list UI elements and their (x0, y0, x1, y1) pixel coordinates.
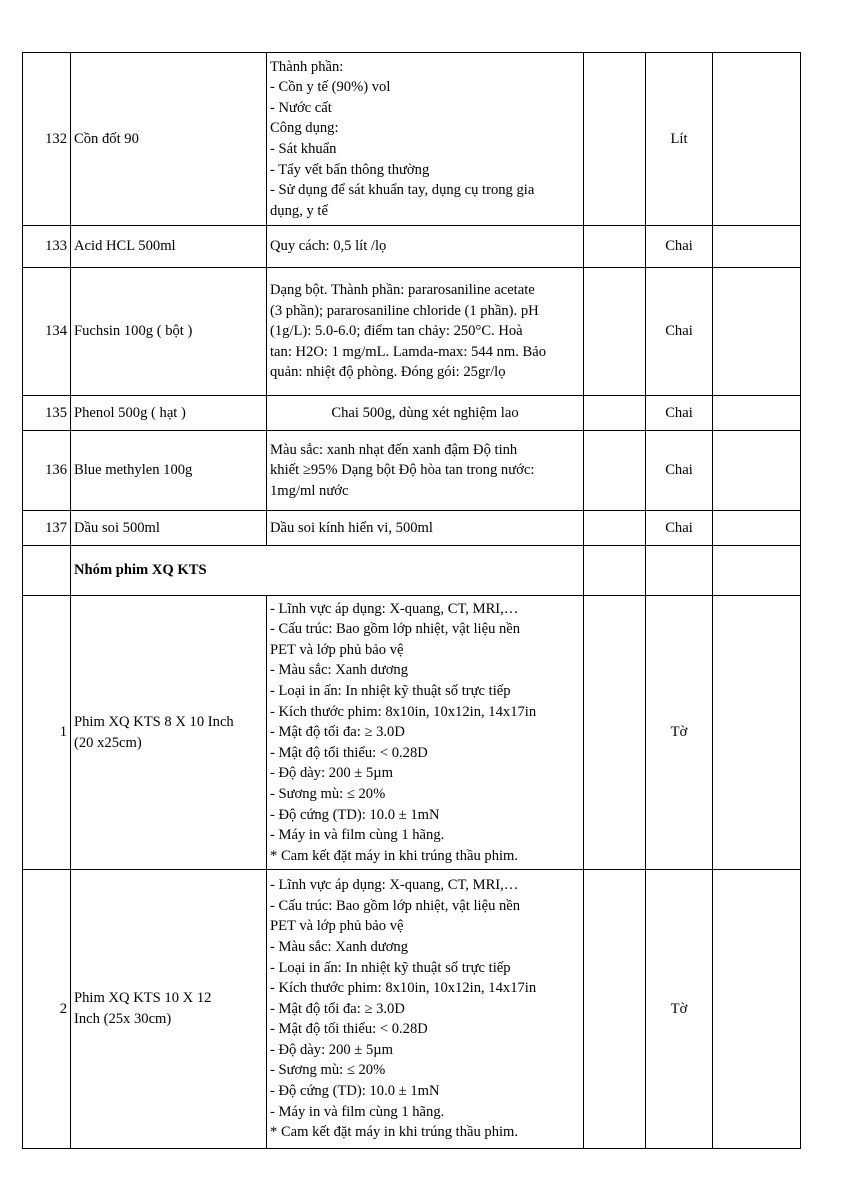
item-description (267, 596, 584, 870)
item-description (267, 511, 584, 546)
description-line: * Cam kết đặt máy in khi trúng thầu phim. (270, 847, 519, 864)
item-unit: Tờ (646, 596, 713, 870)
description-line: Công dụng: (270, 120, 339, 137)
item-number: 2 (23, 870, 71, 1149)
description-line: - Nước cất (270, 99, 332, 116)
item-description (267, 268, 584, 396)
table-row (23, 53, 801, 226)
description-line: Dạng bột. Thành phần: pararosaniline acetate (270, 282, 535, 299)
table-row (23, 268, 801, 396)
item-name-line: Phim XQ KTS 8 X 10 Inch (74, 713, 234, 730)
blank-cell (713, 546, 801, 596)
description-line: (1g/L): 5.0-6.0; điểm tan chảy: 250°C. Hoà (270, 323, 523, 340)
description-line: Màu sắc: xanh nhạt đến xanh đậm Độ tinh (270, 441, 518, 458)
item-description (267, 431, 584, 511)
description-line: Thành phần: (270, 58, 344, 75)
item-name-line: Phim XQ KTS 10 X 12 (74, 990, 212, 1007)
blank-cell (584, 431, 646, 511)
description-line: Chai 500g, dùng xét nghiệm lao (331, 404, 519, 421)
blank-cell (584, 546, 646, 596)
item-name (71, 596, 267, 870)
description-line: PET và lớp phủ bảo vệ (270, 641, 404, 658)
blank-cell (584, 511, 646, 546)
table-row (23, 226, 801, 268)
blank-cell (584, 596, 646, 870)
blank-cell (713, 396, 801, 431)
blank-cell (584, 53, 646, 226)
description-line: PET và lớp phủ bảo vệ (270, 918, 404, 935)
item-number: 136 (23, 431, 71, 511)
blank-cell (713, 596, 801, 870)
description-line: khiết ≥95% Dạng bột Độ hòa tan trong nước: (270, 462, 535, 479)
description-line: - Máy in và film cùng 1 hãng. (270, 827, 445, 844)
description-line: - Lĩnh vực áp dụng: X-quang, CT, MRI,… (270, 600, 519, 617)
item-unit: Chai (646, 511, 713, 546)
description-line: - Kích thước phim: 8x10in, 10x12in, 14x17in (270, 703, 537, 720)
item-number: 1 (23, 596, 71, 870)
table-row (23, 396, 801, 431)
table-row (23, 511, 801, 546)
description-line: quản: nhiệt độ phòng. Đóng gói: 25gr/lọ (270, 364, 506, 381)
blank-cell (713, 431, 801, 511)
description-line: - Độ dày: 200 ± 5µm (270, 765, 394, 782)
description-line: - Loại in ấn: In nhiệt kỹ thuật số trực tiếp (270, 959, 511, 976)
item-name: Acid HCL 500ml (71, 226, 267, 268)
description-line: (3 phần); pararosaniline chloride (1 phần). pH (270, 302, 539, 319)
item-description (267, 396, 584, 431)
description-line: - Kích thước phim: 8x10in, 10x12in, 14x17in (270, 980, 537, 997)
description-line: - Mật độ tối thiểu: < 0.28D (270, 744, 428, 761)
table-row (23, 596, 801, 870)
table-row (23, 870, 801, 1149)
blank-cell (646, 546, 713, 596)
group-title: Nhóm phim XQ KTS (71, 546, 584, 596)
item-unit: Tờ (646, 870, 713, 1149)
item-name: Cồn đốt 90 (71, 53, 267, 226)
description-line: - Mật độ tối đa: ≥ 3.0D (270, 724, 405, 741)
blank-cell (713, 870, 801, 1149)
description-line: - Mật độ tối thiểu: < 0.28D (270, 1021, 428, 1038)
description-line: - Máy in và film cùng 1 hãng. (270, 1103, 445, 1120)
item-description (267, 226, 584, 268)
blank-cell (713, 53, 801, 226)
description-line: - Cấu trúc: Bao gồm lớp nhiệt, vật liệu nền (270, 621, 521, 638)
blank-cell (713, 268, 801, 396)
description-line: - Độ dày: 200 ± 5µm (270, 1041, 394, 1058)
item-number: 133 (23, 226, 71, 268)
description-line: tan: H2O: 1 mg/mL. Lamda-max: 544 nm. Bảo (270, 343, 547, 360)
item-unit: Chai (646, 226, 713, 268)
item-name-line: Inch (25x 30cm) (74, 1011, 172, 1027)
description-line: - Màu sắc: Xanh dương (270, 662, 409, 679)
description-line: - Tẩy vết bẩn thông thường (270, 161, 430, 178)
blank-cell (713, 511, 801, 546)
table-row (23, 431, 801, 511)
description-line: - Sương mù: ≤ 20% (270, 785, 386, 802)
spec-table (22, 52, 801, 1149)
item-number: 135 (23, 396, 71, 431)
item-name: Dầu soi 500ml (71, 511, 267, 546)
item-unit: Chai (646, 396, 713, 431)
item-name: Phenol 500g ( hạt ) (71, 396, 267, 431)
description-line: - Sử dụng để sát khuẩn tay, dụng cụ trong gia (270, 182, 535, 199)
description-line: - Cấu trúc: Bao gồm lớp nhiệt, vật liệu nền (270, 897, 521, 914)
item-unit: Lít (646, 53, 713, 226)
item-unit: Chai (646, 268, 713, 396)
item-description (267, 53, 584, 226)
item-number: 132 (23, 53, 71, 226)
blank-cell (713, 226, 801, 268)
item-name: Blue methylen 100g (71, 431, 267, 511)
description-line: Dầu soi kính hiển vi, 500ml (270, 519, 433, 536)
description-line: - Độ cứng (TD): 10.0 ± 1mN (270, 1083, 440, 1100)
blank-cell (584, 226, 646, 268)
description-line: - Loại in ấn: In nhiệt kỹ thuật số trực tiếp (270, 683, 511, 700)
description-line: - Cồn y tế (90%) vol (270, 79, 391, 96)
blank-cell (584, 870, 646, 1149)
description-line: - Lĩnh vực áp dụng: X-quang, CT, MRI,… (270, 877, 519, 894)
item-number: 134 (23, 268, 71, 396)
description-line: 1mg/ml nước (270, 482, 349, 499)
item-name: Fuchsin 100g ( bột ) (71, 268, 267, 396)
description-line: - Mật độ tối đa: ≥ 3.0D (270, 1000, 405, 1017)
item-unit: Chai (646, 431, 713, 511)
item-name-line: (20 x25cm) (74, 734, 142, 751)
blank-cell (584, 396, 646, 431)
group-header-row (23, 546, 801, 596)
description-line: - Độ cứng (TD): 10.0 ± 1mN (270, 806, 440, 823)
item-number: 137 (23, 511, 71, 546)
description-line: - Sát khuẩn (270, 141, 337, 157)
description-line: * Cam kết đặt máy in khi trúng thầu phim. (270, 1124, 519, 1141)
item-name (71, 870, 267, 1149)
item-description (267, 870, 584, 1149)
description-line: - Sương mù: ≤ 20% (270, 1062, 386, 1079)
description-line: dụng, y tế (270, 202, 328, 219)
blank-cell (584, 268, 646, 396)
blank-cell (23, 546, 71, 596)
description-line: Quy cách: 0,5 lít /lọ (270, 238, 387, 255)
description-line: - Màu sắc: Xanh dương (270, 938, 409, 955)
